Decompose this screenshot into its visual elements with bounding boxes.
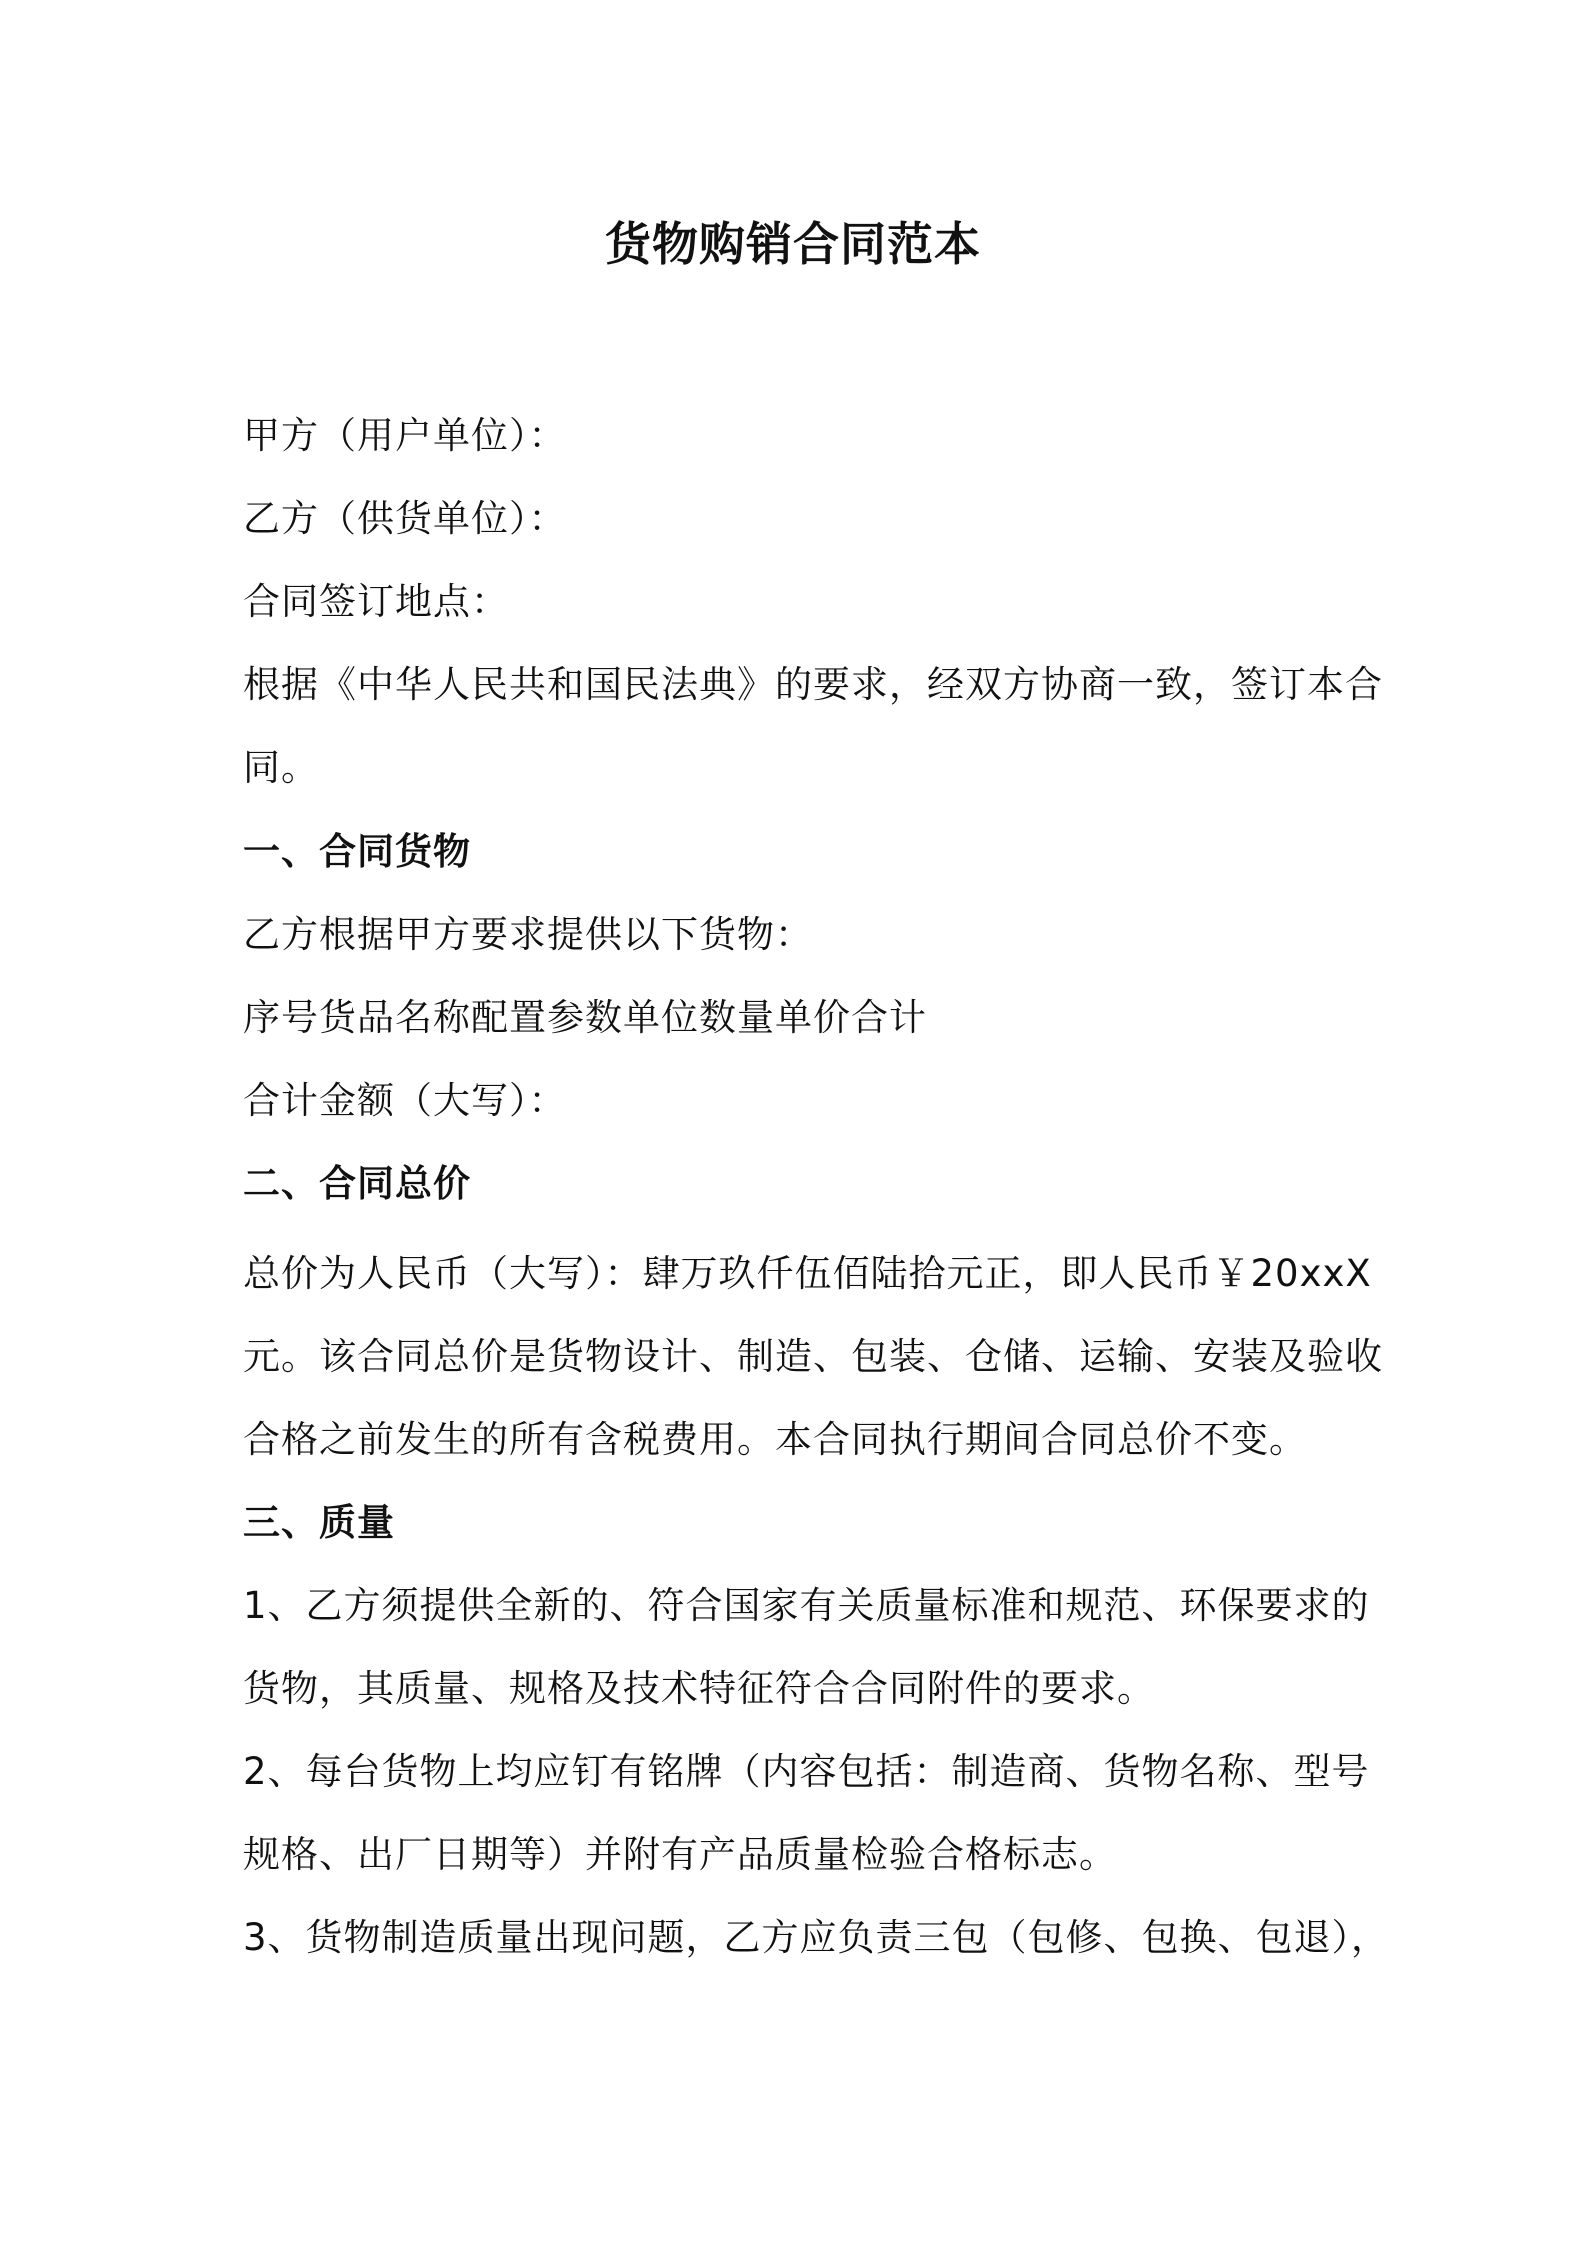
quality-clause-1-line-2: 货物，其质量、规格及技术特征符合合同附件的要求。 [243, 1667, 1155, 1710]
section-heading-quality: 三、质量 [243, 1501, 395, 1544]
quality-clause-1-line-1: 1、乙方须提供全新的、符合国家有关质量标准和规范、环保要求的 [243, 1584, 1370, 1627]
goods-table-header-line: 序号货品名称配置参数单位数量单价合计 [243, 996, 927, 1039]
total-price-line-2: 元。该合同总价是货物设计、制造、包装、仓储、运输、安装及验收 [243, 1335, 1383, 1378]
goods-intro-line: 乙方根据甲方要求提供以下货物： [243, 913, 813, 956]
quality-clause-2-line-1: 2、每台货物上均应钉有铭牌（内容包括：制造商、货物名称、型号 [243, 1750, 1370, 1793]
quality-clause-2-line-2: 规格、出厂日期等）并附有产品质量检验合格标志。 [243, 1833, 1117, 1876]
preamble-line-1: 根据《中华人民共和国民法典》的要求，经双方协商一致，签订本合 [243, 663, 1383, 706]
signing-place-line: 合同签订地点： [243, 580, 509, 623]
party-a-line: 甲方（用户单位）： [243, 414, 567, 457]
document-title: 货物购销合同范本 [605, 217, 981, 271]
quality-clause-3-line-1: 3、货物制造质量出现问题，乙方应负责三包（包修、包换、包退）， [243, 1916, 1390, 1959]
section-heading-total-price: 二、合同总价 [243, 1162, 471, 1205]
total-price-line-3: 合格之前发生的所有含税费用。本合同执行期间合同总价不变。 [243, 1418, 1307, 1461]
preamble-line-2: 同。 [243, 746, 319, 789]
total-amount-line: 合计金额（大写）： [243, 1079, 567, 1122]
section-heading-goods: 一、合同货物 [243, 830, 471, 873]
party-b-line: 乙方（供货单位）： [243, 497, 567, 540]
total-price-line-1: 总价为人民币（大写）：肆万玖仟伍佰陆拾元正，即人民币￥20xxX [243, 1252, 1372, 1295]
